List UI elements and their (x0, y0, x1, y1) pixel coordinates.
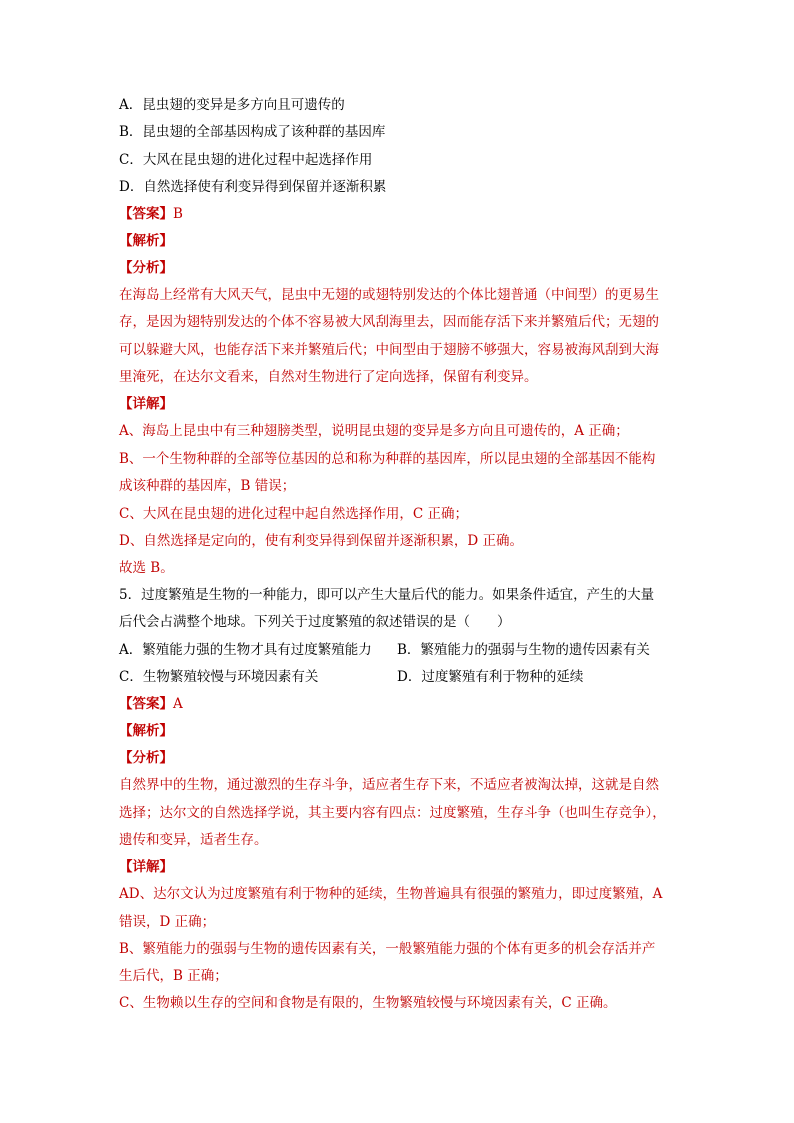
answer-label: 【答案】 (119, 206, 173, 222)
q5-fenxi-line: 选择；达尔文的自然选择学说，其主要内容有四点：过度繁殖，生存斗争（也叫生存竞争）， (119, 805, 666, 821)
q4-answer (119, 204, 183, 224)
q5-jiexi-label: 【解析】 (119, 723, 173, 739)
q4-option-c: C．大风在昆虫翅的进化过程中起选择作用 (119, 152, 373, 168)
q5-xiangjie-line: 生后代，B 正确； (119, 968, 228, 984)
q5-xiangjie-line: AD、达尔文认为过度繁殖有利于物种的延续，生物普遍具有很强的繁殖力，即过度繁殖，A (119, 886, 663, 902)
q4-xiangjie-label: 【详解】 (119, 396, 173, 412)
q5-stem-line: 5．过度繁殖是生物的一种能力，即可以产生大量后代的能力。如果条件适宜，产生的大量 (119, 587, 655, 603)
q5-fenxi-line: 自然界中的生物，通过激烈的生存斗争，适应者生存下来，不适应者被淘汰掉，这就是自然 (119, 777, 659, 793)
q4-xiangjie-line: 成该种群的基因库，B 错误； (119, 478, 296, 494)
answer-label: 【答案】 (119, 696, 173, 712)
q5-xiangjie-label: 【详解】 (119, 859, 173, 875)
q4-jiexi-label: 【解析】 (119, 233, 173, 249)
q5-xiangjie-line: 错误，D 正确； (119, 914, 216, 930)
q4-xiangjie-line: C、大风在昆虫翅的进化过程中起自然选择作用，C 正确； (119, 506, 468, 522)
q4-option-b: B．昆虫翅的全部基因构成了该种群的基因库 (119, 124, 386, 140)
q5-fenxi-label: 【分析】 (119, 750, 173, 766)
q5-fenxi-line: 遗传和变异，适者生存。 (119, 832, 268, 848)
answer-value: B (173, 206, 183, 222)
q5-stem-line: 后代会占满整个地球。下列关于过度繁殖的叙述错误的是（ ） (119, 614, 511, 630)
q4-conclusion: 故选 B。 (119, 560, 174, 576)
q5-option-c: C．生物繁殖较慢与环境因素有关 (119, 669, 319, 685)
q4-fenxi-line: 在海岛上经常有大风天气，昆虫中无翅的或翅特别发达的个体比翅普通（中间型）的更易生 (119, 287, 659, 303)
q5-option-d: D．过度繁殖有利于物种的延续 (397, 669, 584, 685)
q5-answer (119, 694, 183, 714)
q4-xiangjie-line: D、自然选择是定向的，使有利变异得到保留并逐渐积累，D 正确。 (119, 533, 523, 549)
q5-xiangjie-line: B、繁殖能力的强弱与生物的遗传因素有关，一般繁殖能力强的个体有更多的机会存活并产 (119, 941, 656, 957)
q5-option-a: A．繁殖能力强的生物才具有过度繁殖能力 (119, 642, 372, 658)
q4-fenxi-line: 存，是因为翅特别发达的个体不容易被大风刮海里去，因而能存活下来并繁殖后代；无翅的 (119, 314, 659, 330)
q4-xiangjie-line: A、海岛上昆虫中有三种翅膀类型，说明昆虫翅的变异是多方向且可遗传的，A 正确； (119, 423, 629, 439)
q5-option-b: B．繁殖能力的强弱与生物的遗传因素有关 (397, 642, 650, 658)
q4-fenxi-label: 【分析】 (119, 260, 173, 276)
q4-option-d: D．自然选择使有利变异得到保留并逐渐积累 (119, 179, 387, 195)
q5-xiangjie-line: C、生物赖以生存的空间和食物是有限的，生物繁殖较慢与环境因素有关，C 正确。 (119, 995, 617, 1011)
q4-fenxi-line: 可以躲避大风，也能存活下来并繁殖后代；中间型由于翅膀不够强大，容易被海风刮到大海 (119, 342, 659, 358)
q4-xiangjie-line: B、一个生物种群的全部等位基因的总和称为种群的基因库，所以昆虫翅的全部基因不能构 (119, 451, 656, 467)
q4-option-a: A．昆虫翅的变异是多方向且可遗传的 (119, 97, 345, 113)
q4-fenxi-line: 里淹死，在达尔文看来，自然对生物进行了定向选择，保留有利变异。 (119, 369, 538, 385)
answer-value: A (173, 696, 183, 712)
